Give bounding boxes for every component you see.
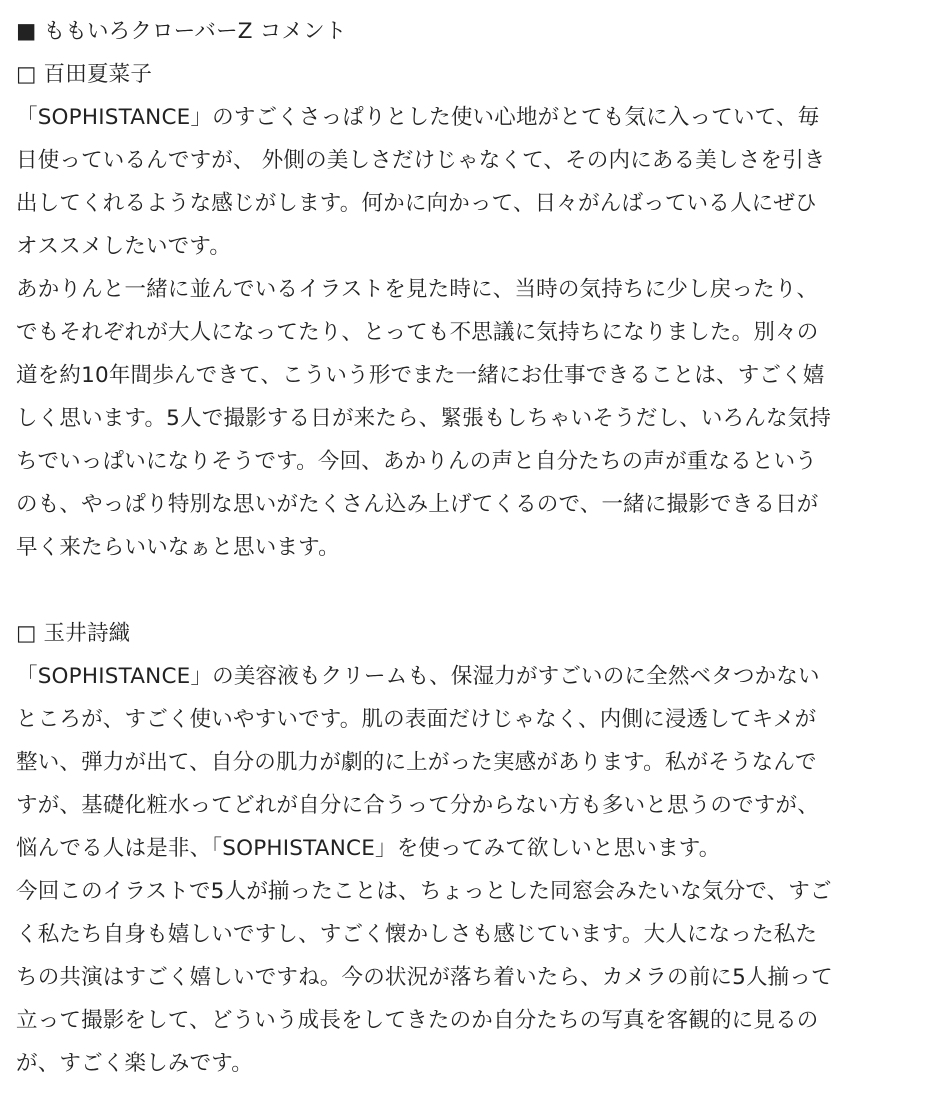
comment-line: ところが、すごく使いやすいです。肌の表面だけじゃなく、内側に浸透してキメが (16, 707, 817, 732)
comment-line: 出してくれるような感じがします。何かに向かって、日々がんばっている人にぜひ (16, 191, 817, 216)
comment-line: 今回このイラストで5人が揃ったことは、ちょっとした同窓会みたいな気分で、すご (16, 879, 832, 904)
member-name: □ 百田夏菜子 (16, 62, 153, 87)
comment-line: のも、やっぱり特別な思いがたくさん込み上げてくるので、一緒に撮影できる日が (16, 492, 819, 517)
comment-line: 早く来たらいいなぁと思います。 (16, 535, 340, 560)
comment-line: ちでいっぱいになりそうです。今回、あかりんの声と自分たちの声が重なるという (16, 449, 817, 474)
member-comment-momota (16, 53, 916, 569)
comment-line: が、すごく楽しみです。 (16, 1051, 253, 1076)
paragraph-spacer (16, 569, 916, 612)
comment-line: ちの共演はすごく嬉しいですね。今の状況が落ち着いたら、カメラの前に5人揃って (16, 965, 833, 990)
comment-line: 立って撮影をして、どういう成長をしてきたのか自分たちの写真を客観的に見るの (16, 1008, 819, 1033)
comment-line: あかりんと一緒に並んでいるイラストを見た時に、当時の気持ちに少し戻ったり、 (16, 277, 819, 302)
comment-line: 道を約10年間歩んできて、こういう形でまた一緒にお仕事できることは、すごく嬉 (16, 363, 825, 388)
member-comment-tamai (16, 612, 916, 1085)
comment-line: 日使っているんですが、 外側の美しさだけじゃなくて、その内にある美しさを引き (16, 148, 826, 173)
comment-line: でもそれぞれが大人になってたり、とっても不思議に気持ちになりました。別々の (16, 320, 819, 345)
comment-line: 「SOPHISTANCE」の美容液もクリームも、保湿力がすごいのに全然ベタつかない (16, 664, 820, 689)
comment-line: 整い、弾力が出て、自分の肌力が劇的に上がった実感があります。私がそうなんで (16, 750, 817, 775)
comment-line: く私たち自身も嬉しいですし、すごく懐かしさも感じています。大人になった私た (16, 922, 818, 947)
comment-line: 「SOPHISTANCE」のすごくさっぱりとした使い心地がとても気に入っていて、毎 (16, 105, 820, 130)
section-heading: ■ ももいろクローバーZ コメント (16, 19, 347, 44)
comment-line: しく思います。5人で撮影する日が来たら、緊張もしちゃいそうだし、いろんな気持 (16, 406, 832, 431)
comment-line: オススメしたいです。 (16, 234, 232, 259)
comment-line: すが、基礎化粧水ってどれが自分に合うって分からない方も多いと思うのですが、 (16, 793, 819, 818)
member-name: □ 玉井詩織 (16, 621, 131, 646)
comment-line: 悩んでる人は是非、「SOPHISTANCE」を使ってみて欲しいと思います。 (16, 836, 721, 861)
